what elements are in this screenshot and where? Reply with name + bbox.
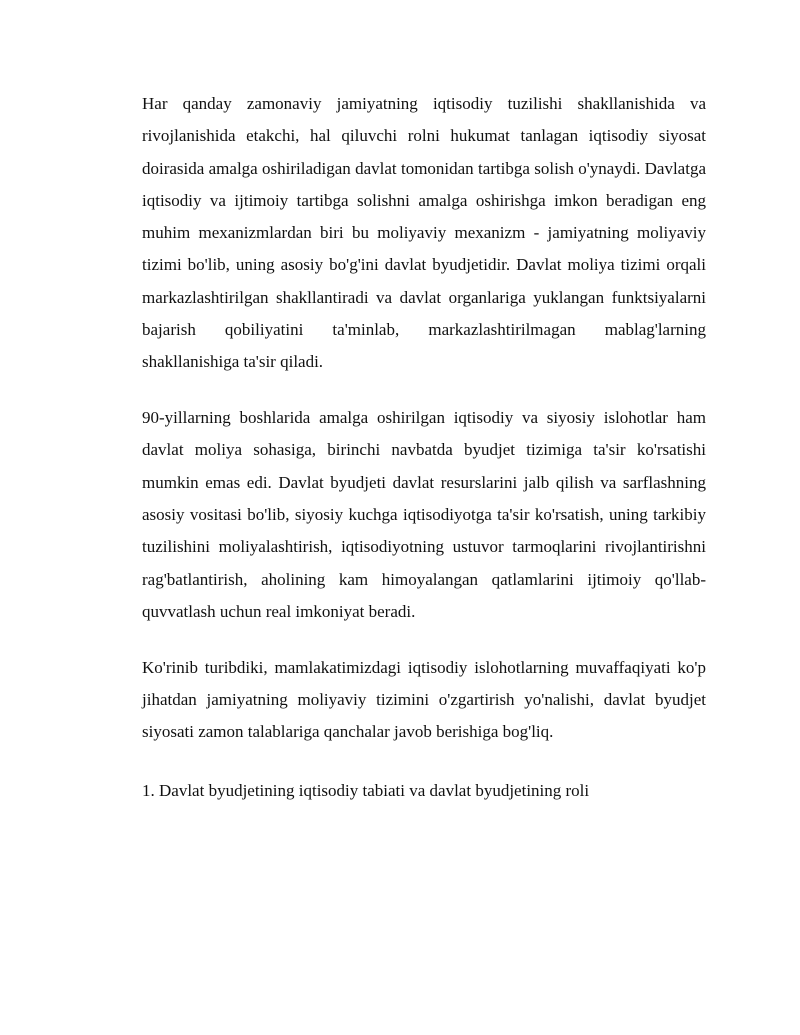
paragraph-intro: Har qanday zamonaviy jamiyatning iqtisodiy tuzilishi shakllanishida va rivojlanishida etakchi, hal qiluvchi rolni hukumat tanlagan iqtisodiy siyosat doirasida amalga oshiriladigan davlat tomonidan tartibga solish o'ynaydi. Davlatga iqtisodiy va ijtimoiy tartibga solishni amalga oshirishga imkon beradigan eng muhim mexanizmlardan biri bu moliyaviy mexanizm - jamiyatning moliyaviy tizimi bo'lib, uning asosiy bo'g'ini davlat byudjetidir. Davlat moliya tizimi orqali markazlashtirilgan shakllantiradi va davlat organlariga yuklangan funktsiyalarni bajarish qobiliyatini ta'minlab, markazlashtirilmagan mablag'larning shakllanishiga ta'sir qiladi. — [142, 94, 706, 372]
document-page — [142, 88, 706, 807]
section-heading: 1. Davlat byudjetining iqtisodiy tabiati va davlat byudjetining roli — [142, 780, 590, 800]
paragraph-conclusion: Ko'rinib turibdiki, mamlakatimizdagi iqtisodiy islohotlarning muvaffaqiyati ko'p jihatdan jamiyatning moliyaviy tizimini o'zgartirish yo'nalishi, davlat byudjet siyosati zamon talablariga qanchalar javob berishiga bog'liq. — [142, 657, 706, 742]
paragraph-reforms: 90-yillarning boshlarida amalga oshirilgan iqtisodiy va siyosiy islohotlar ham davlat moliya sohasiga, birinchi navbatda byudjet tizimiga ta'sir ko'rsatishi mumkin emas edi. Davlat byudjeti davlat resurslarini jalb qilish va sarflashning asosiy vositasi bo'lib, siyosiy kuchga iqtisodiyotga ta'sir ko'rsatish, uning tarkibiy tuzilishini moliyalashtirish, iqtisodiyotning ustuvor tarmoqlarini rivojlantirishni rag'batlantirish, aholining kam himoyalangan qatlamlarini ijtimoiy qo'llab-quvvatlash uchun real imkoniyat beradi. — [142, 408, 706, 621]
